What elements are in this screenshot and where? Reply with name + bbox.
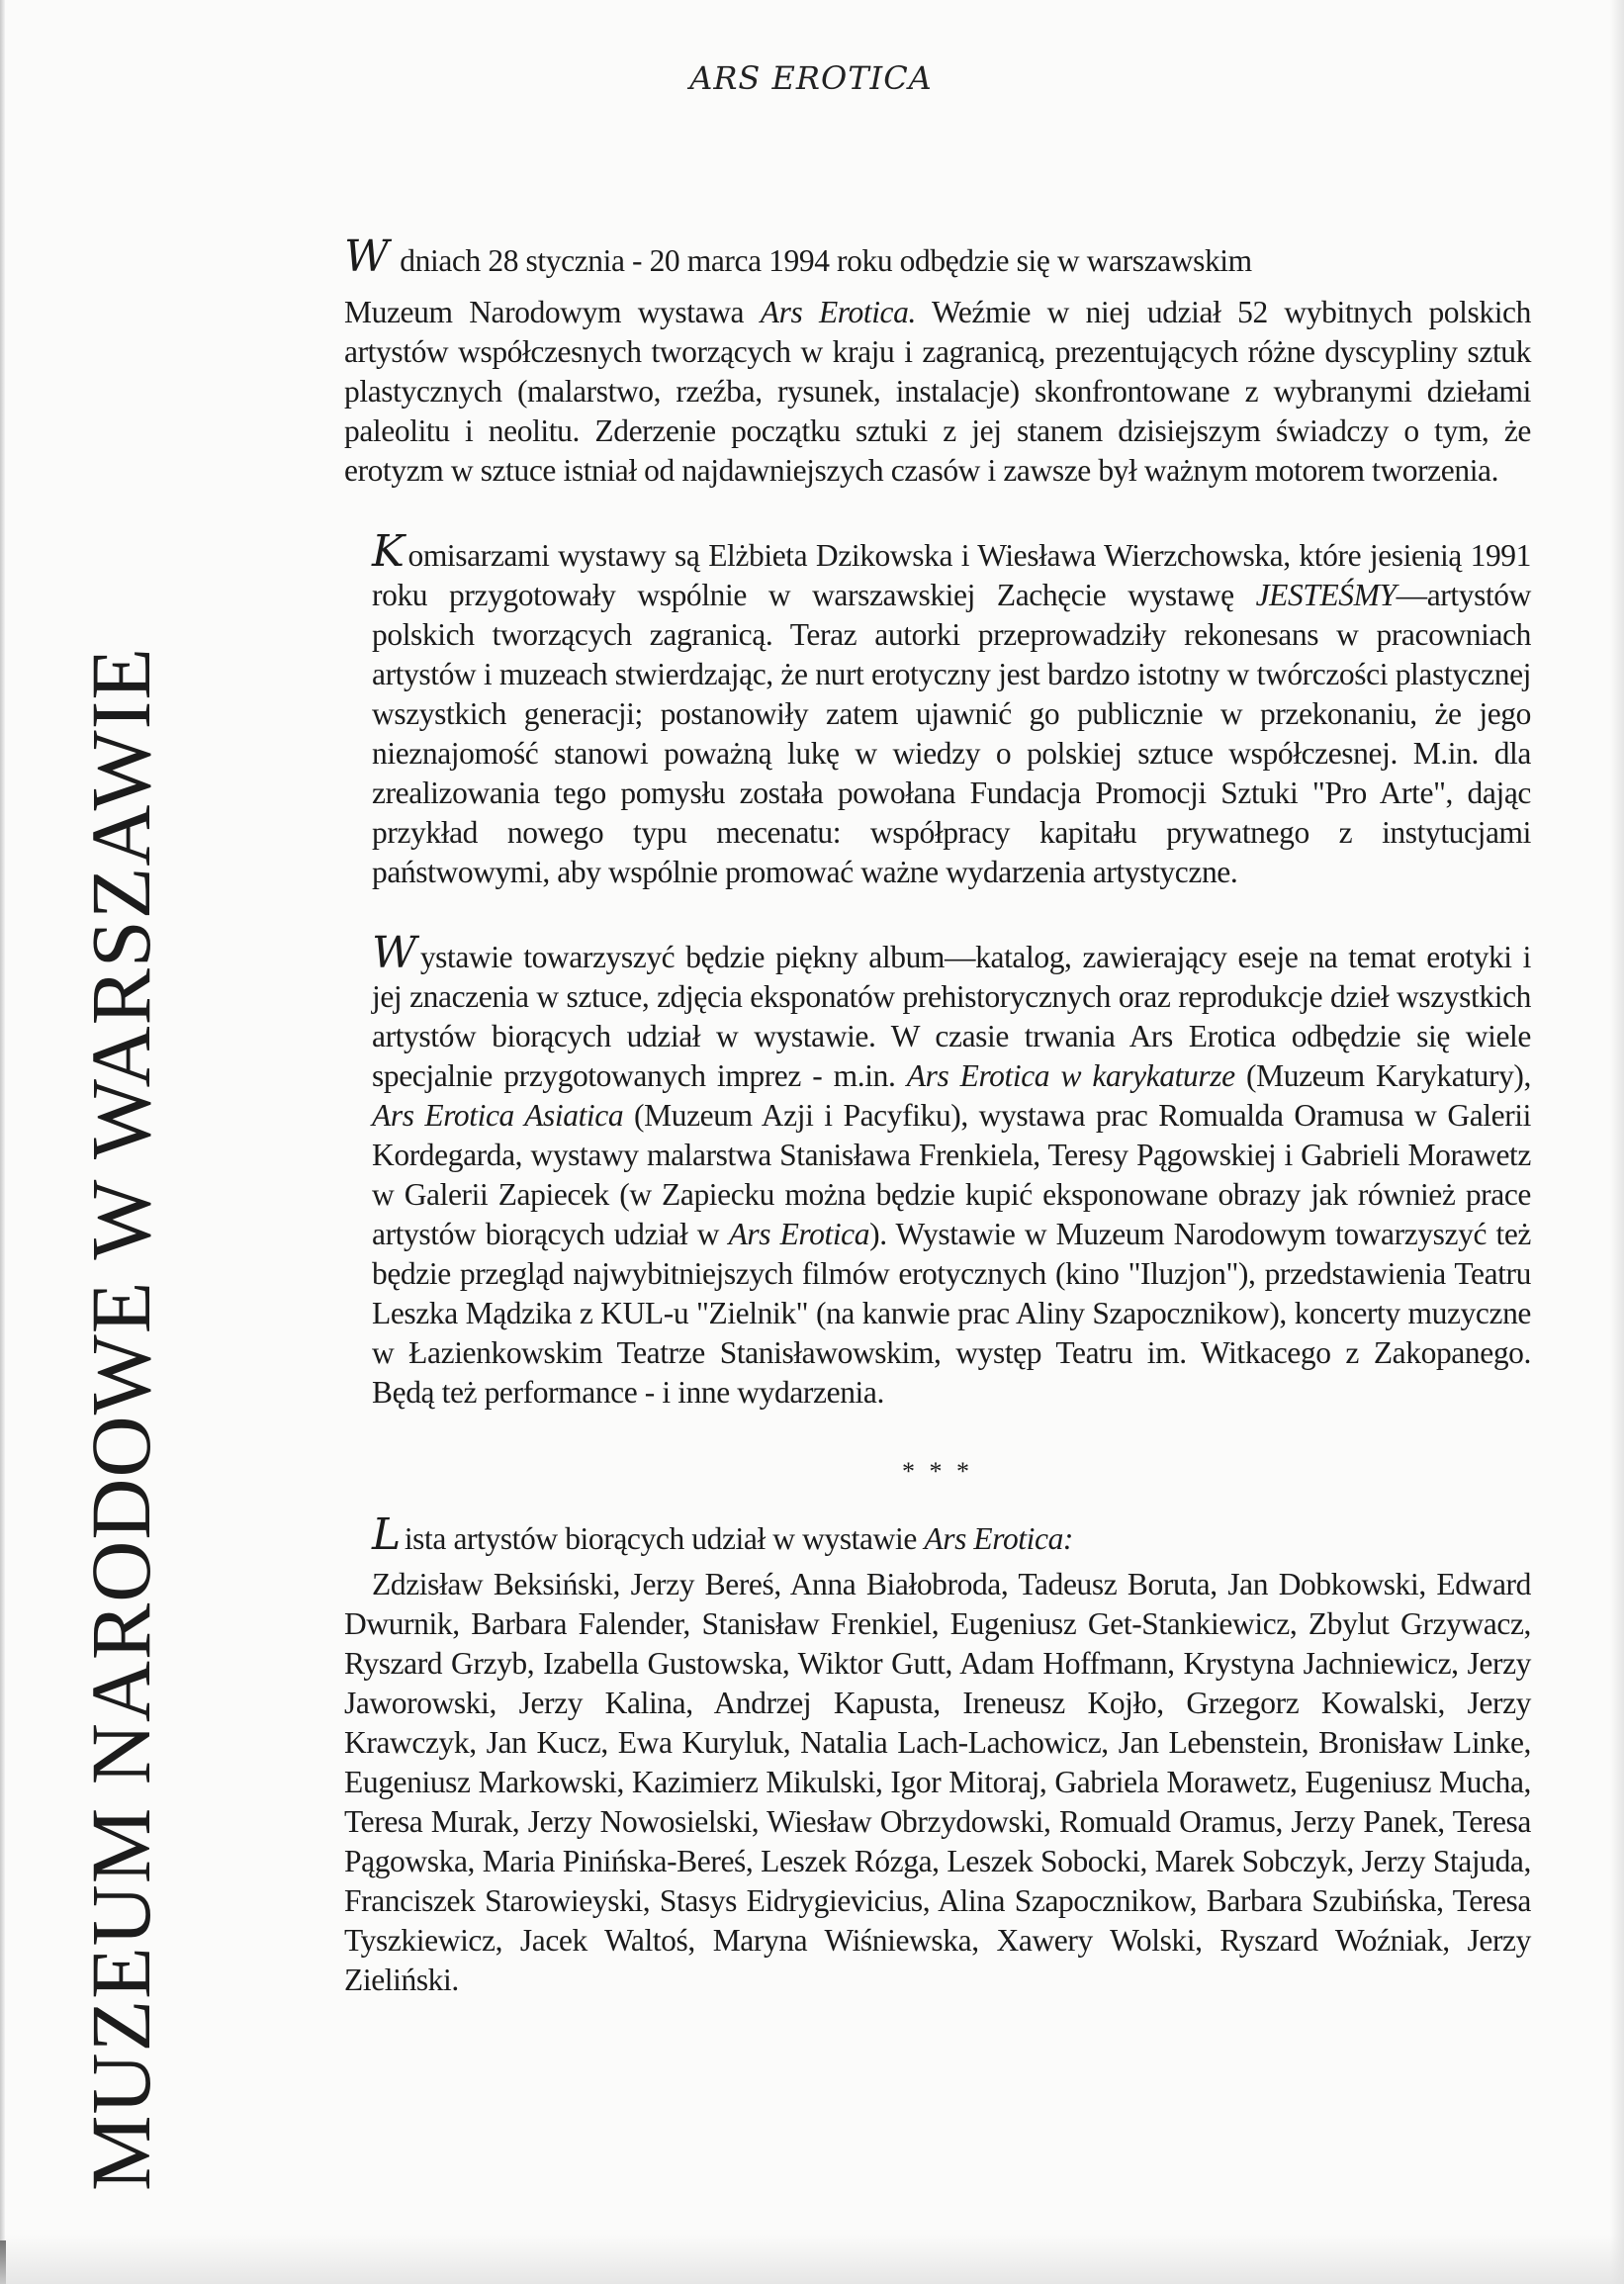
paragraph-intro xyxy=(344,229,1531,491)
paragraph-text: —artystów polskich tworzących zagranicą. Teraz autorki przeprowadziły rekonesans w pracowniach artystów i muzeach stwierdzając, że nurt erotyczny jest bardzo istotny w twórczości plastycznej wszystkich generacji; postanowiły zatem ujawnić go publicznie w przekonaniu, że jego nieznajomość stanowi poważną lukę w wiedzy o polskiej sztuce współczesnej. M.in. dla zrealizowania tego pomysłu została powołana Fundacja Promocji Sztuki "Pro Arte", dając przykład nowego typu mecenatu: współpracy kapitału prywatnego z instytucjami państwowymi, aby wspólnie promować ważne wydarzenia artystyczne. xyxy=(372,578,1531,889)
museum-vertical-title: MUZEUM NARODOWE W WARSZAWIE xyxy=(73,647,168,2191)
dropcap: L xyxy=(372,1509,401,1560)
first-line xyxy=(344,231,1252,282)
exhibition-name: Ars Erotica. xyxy=(760,295,916,329)
scan-shadow-bottom xyxy=(0,2235,1624,2284)
paragraph-text: (Muzeum Azji i Pacyfiku), wystawa prac Romualda Oramusa w Galerii Kordegarda, wystawy malarstwa Stanisława Frenkiela, Teresy Pągowskiej i Gabrieli Morawetz w Galerii Zapiecek (w Zapiecku można będzie kupić eksponowane obrazy jak również prace artystów biorących udział w xyxy=(372,1098,1531,1251)
heading-text: ista artystów biorących udział w wystawie xyxy=(404,1521,925,1556)
dropcap: W xyxy=(372,928,416,978)
paragraph-curators xyxy=(344,526,1531,892)
paragraph-text: Muzeum Narodowym wystawa xyxy=(344,295,761,329)
paragraph-text: dniach 28 stycznia - 20 marca 1994 roku odbędzie się w warszawskim xyxy=(392,243,1252,278)
section-separator: * * * xyxy=(902,1457,973,1486)
artist-list-heading xyxy=(344,1509,1531,1560)
exhibition-name: Ars Erotica: xyxy=(924,1521,1074,1556)
scan-shadow-right xyxy=(1610,0,1624,2284)
event-name: Ars Erotica Asiatica xyxy=(372,1098,624,1133)
scan-edge xyxy=(0,0,5,2284)
exhibition-name: Ars Erotica xyxy=(728,1217,870,1251)
artist-list: Zdzisław Beksiński, Jerzy Bereś, Anna Białobroda, Tadeusz Boruta, Jan Dobkowski, Edward Dwurnik, Barbara Falender, Stanisław Frenkiel, Eugeniusz Get-Stankiewicz, Zbylut Grzywacz, Ryszard Grzyb, Izabella Gustowska, Wiktor Gutt, Adam Hoffmann, Krystyna Jachniewicz, Jerzy Jaworowski, Jerzy Kalina, Andrzej Kapusta, Ireneusz Kojło, Grzegorz Kowalski, Jerzy Krawczyk, Jan Kucz, Ewa Kuryluk, Natalia Lach-Lachowicz, Jan Lebenstein, Bronisław Linke, Eugeniusz Markowski, Kazimierz Mikulski, Igor Mitoraj, Gabriela Morawetz, Eugeniusz Mucha, Teresa Murak, Jerzy Nowosielski, Wiesław Obrzydowski, Romuald Oramus, Jerzy Panek, Teresa Pągowska, Maria Pinińska-Bereś, Leszek Rózga, Leszek Sobocki, Marek Sobczyk, Jerzy Stajuda, Franciszek Starowieyski, Stasys Eidrygievicius, Alina Szapocznikow, Barbara Szubińska, Teresa Tyszkiewicz, Jacek Waltoś, Maryna Wiśniewska, Xawery Wolski, Ryszard Woźniak, Jerzy Zieliński. xyxy=(344,1567,1531,1997)
dropcap: K xyxy=(372,526,405,577)
paragraph-text: Weźmie w niej udział 52 wybitnych polskich artystów współczesnych tworzących w kraju i zagranicą, prezentujących różne dyscypliny sztuk plastycznych (malarstwo, rzeźba, rysunek, instalacje) skonfrontowane z wybranymi dziełami paleolitu i neolitu. Zderzenie początku sztuki z jej stanem dzisiejszym świadczy o tym, że erotyzm w sztuce istniał od najdawniejszych czasów i zawsze był ważnym motorem tworzenia. xyxy=(344,295,1531,488)
dropcap: W xyxy=(344,231,389,282)
paragraph-text: (Muzeum Karykatury), xyxy=(1234,1058,1531,1093)
document-body xyxy=(344,229,1531,2000)
paragraph-text: ). Wystawie w Muzeum Narodowym towarzyszyć też będzie przegląd najwybitniejszych filmów erotycznych (kino "Iluzjon"), przedstawienia Teatru Leszka Mądzika z KUL-u "Zielnik" (na kanwie prac Aliny Szapocznikow), koncerty muzyczne w Łazienkowskim Teatrze Stanisławowskim, występ Teatru im. Witkacego z Zakopanego. Będą też performance - i inne wydarzenia. xyxy=(372,1217,1531,1410)
paragraph-events xyxy=(344,928,1531,1413)
document-title: ARS EROTICA xyxy=(689,59,933,97)
exhibition-name: JESTEŚMY xyxy=(1255,578,1397,612)
event-name: Ars Erotica w karykaturze xyxy=(906,1058,1235,1093)
paragraph-text: ystawie towarzyszyć będzie piękny album—katalog, zawierający eseje na temat erotyki i jej znaczenia w sztuce, zdjęcia eksponatów prehistorycznych oraz reprodukcje dzieł wszystkich artystów biorących udział w wystawie. W czasie trwania Ars Erotica odbędzie się wiele specjalnie przygotowanych imprez - m.in. xyxy=(372,940,1531,1093)
paragraph-text: omisarzami wystawy są Elżbieta Dzikowska i Wiesława Wierzchowska, które jesienią 1991 roku przygotowały wspólnie w warszawskiej Zachęcie wystawę xyxy=(372,538,1531,612)
